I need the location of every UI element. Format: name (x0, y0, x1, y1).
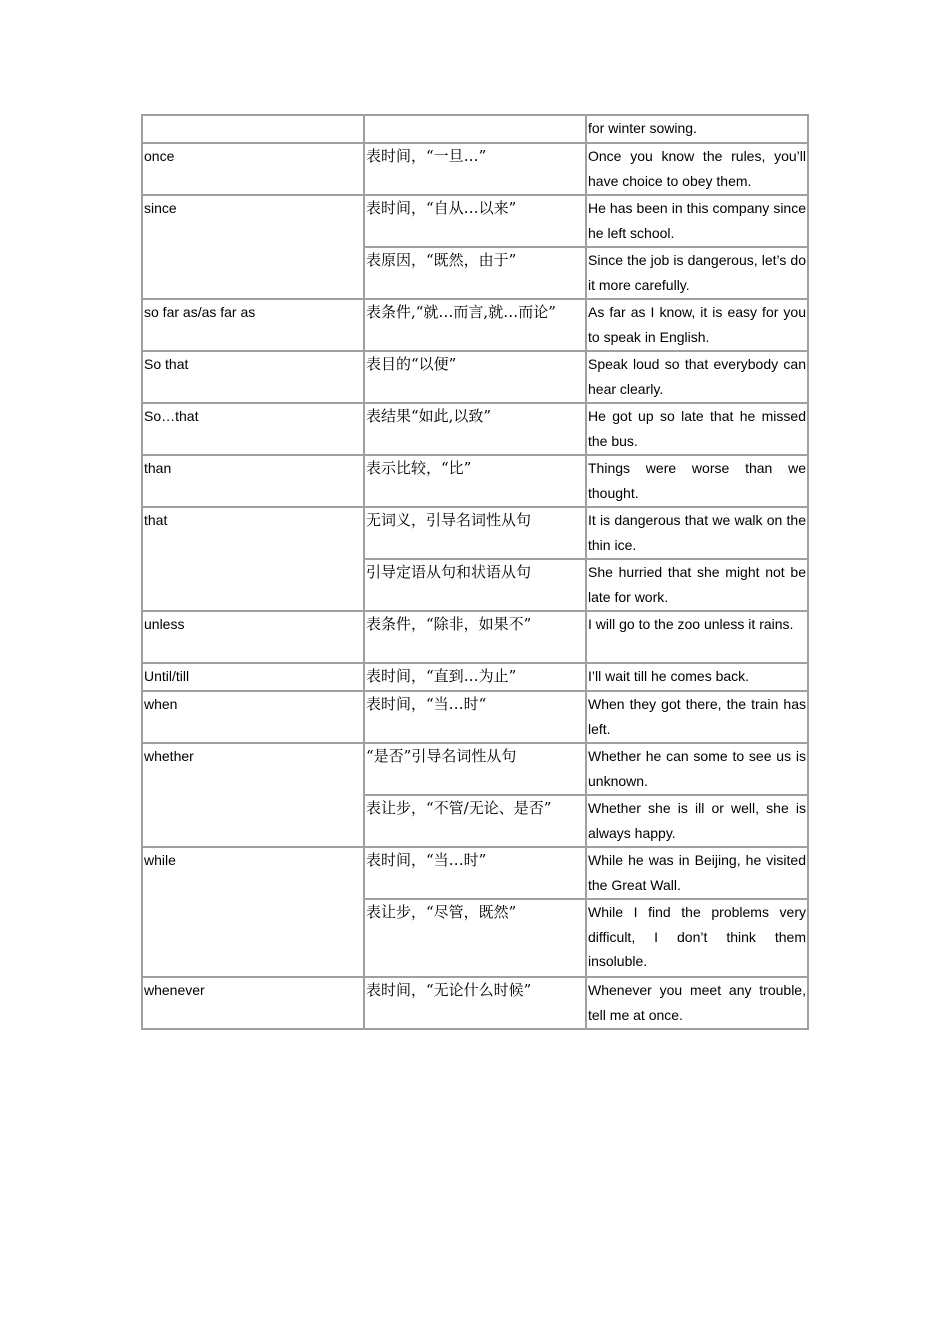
word-cell: once (142, 143, 364, 195)
meaning-cell: 表条件，“除非，如果不” (364, 611, 586, 663)
word-cell: that (142, 507, 364, 611)
table-row (142, 403, 808, 455)
meaning-cell (364, 115, 586, 143)
word-cell: whenever (142, 977, 364, 1029)
word-cell: since (142, 195, 364, 299)
meaning-cell: 表示比较，“比” (364, 455, 586, 507)
example-cell: While he was in Beijing, he visited the Great Wall. (586, 847, 808, 899)
word-cell: unless (142, 611, 364, 663)
example-cell: Since the job is dangerous, let’s do it more carefully. (586, 247, 808, 299)
conjunction-table (141, 114, 809, 1030)
table-row (142, 195, 808, 247)
table-row (142, 507, 808, 559)
meaning-cell: 表时间，“无论什么时候” (364, 977, 586, 1029)
example-cell: Once you know the rules, you’ll have choice to obey them. (586, 143, 808, 195)
meaning-cell: 表条件,“就…而言,就…而论” (364, 299, 586, 351)
meaning-cell: 引导定语从句和状语从句 (364, 559, 586, 611)
word-cell: Until/till (142, 663, 364, 691)
meaning-cell: 表时间，“自从…以来” (364, 195, 586, 247)
table-row (142, 115, 808, 143)
table-row (142, 663, 808, 691)
example-cell: Whether she is ill or well, she is always happy. (586, 795, 808, 847)
table-row (142, 143, 808, 195)
word-cell: whether (142, 743, 364, 847)
meaning-cell: 表原因，“既然，由于” (364, 247, 586, 299)
word-cell: than (142, 455, 364, 507)
table-row (142, 455, 808, 507)
meaning-cell: 表结果“如此,以致” (364, 403, 586, 455)
example-cell: Things were worse than we thought. (586, 455, 808, 507)
word-cell: So…that (142, 403, 364, 455)
meaning-cell: 表时间，“直到…为止” (364, 663, 586, 691)
meaning-cell: 表让步，“不管/无论、是否” (364, 795, 586, 847)
meaning-cell: 无词义，引导名词性从句 (364, 507, 586, 559)
meaning-cell: 表目的“以便” (364, 351, 586, 403)
table-row (142, 299, 808, 351)
example-cell: She hurried that she might not be late for work. (586, 559, 808, 611)
table-row (142, 743, 808, 795)
word-cell: so far as/as far as (142, 299, 364, 351)
example-cell: for winter sowing. (586, 115, 808, 143)
meaning-cell: “是否”引导名词性从句 (364, 743, 586, 795)
example-cell: While I find the problems very difficult, I don’t think them insoluble. (586, 899, 808, 977)
table-row (142, 611, 808, 663)
example-cell: When they got there, the train has left. (586, 691, 808, 743)
example-cell: I will go to the zoo unless it rains. (586, 611, 808, 663)
table-row (142, 691, 808, 743)
meaning-cell: 表让步，“尽管，既然” (364, 899, 586, 977)
table-row (142, 847, 808, 899)
meaning-cell: 表时间，“一旦…” (364, 143, 586, 195)
table-row (142, 351, 808, 403)
word-cell (142, 115, 364, 143)
word-cell: So that (142, 351, 364, 403)
word-cell: when (142, 691, 364, 743)
example-cell: Whether he can some to see us is unknown. (586, 743, 808, 795)
table-row (142, 977, 808, 1029)
example-cell: I’ll wait till he comes back. (586, 663, 808, 691)
example-cell: He has been in this company since he left school. (586, 195, 808, 247)
word-cell: while (142, 847, 364, 977)
example-cell: He got up so late that he missed the bus. (586, 403, 808, 455)
example-cell: As far as I know, it is easy for you to speak in English. (586, 299, 808, 351)
meaning-cell: 表时间，“当…时” (364, 847, 586, 899)
example-cell: It is dangerous that we walk on the thin ice. (586, 507, 808, 559)
example-cell: Whenever you meet any trouble, tell me at once. (586, 977, 808, 1029)
example-cell: Speak loud so that everybody can hear clearly. (586, 351, 808, 403)
meaning-cell: 表时间，“当…时“ (364, 691, 586, 743)
